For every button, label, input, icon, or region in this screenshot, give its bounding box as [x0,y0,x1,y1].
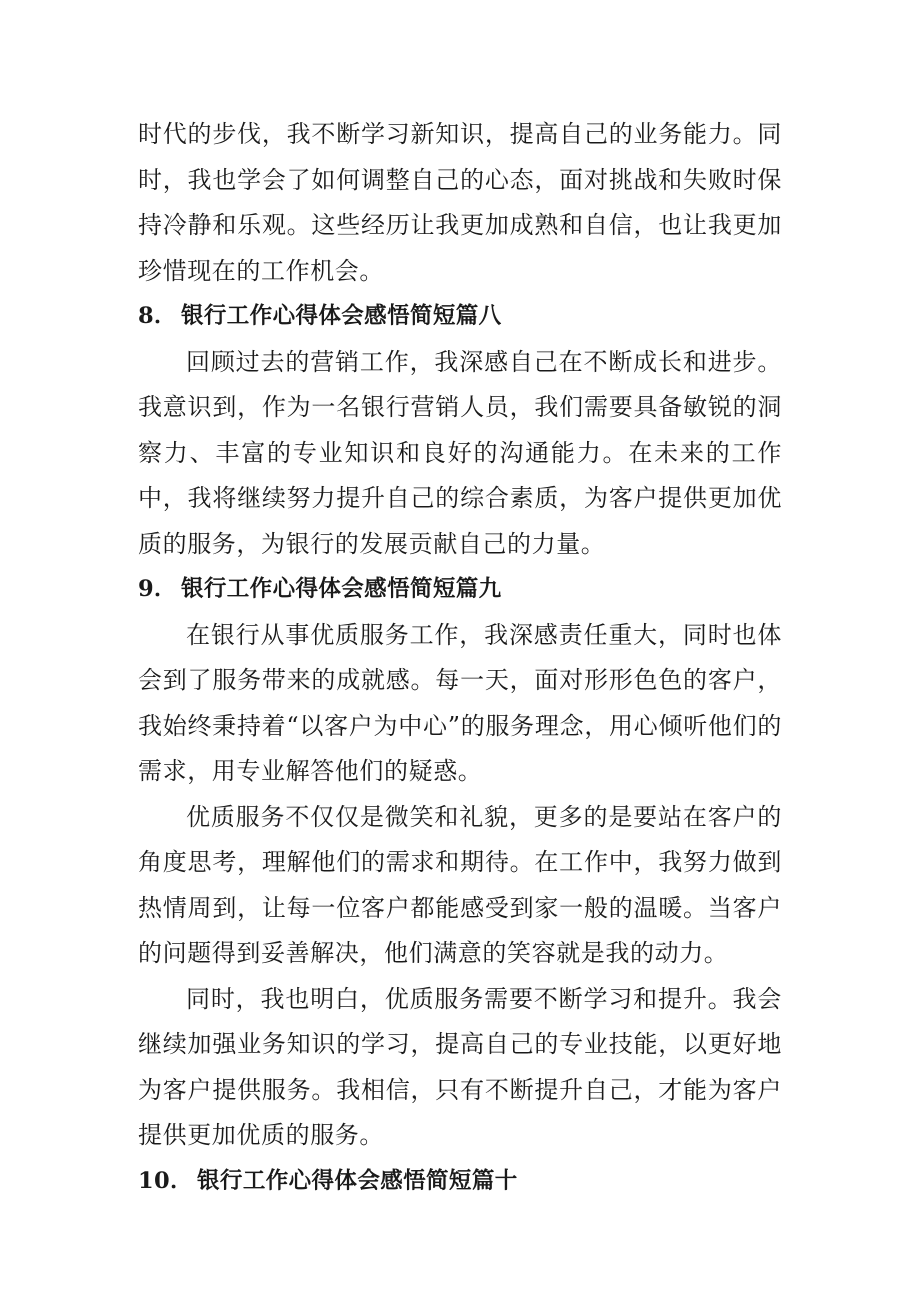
section-heading-9 [138,567,782,613]
section-heading-10 [138,1159,782,1205]
section-number: 9． [138,576,177,602]
paragraph-continuation: 时代的步伐，我不断学习新知识，提高自己的业务能力。同时，我也学会了如何调整自己的心态，面对挑战和失败时保持冷静和乐观。这些经历让我更加成熟和自信，也让我更加珍惜现在的工作机会。 [138,120,782,285]
paragraph-section-9-b: 优质服务不仅仅是微笑和礼貌，更多的是要站在客户的角度思考，理解他们的需求和期待。在工作中，我努力做到热情周到，让每一位客户都能感受到家一般的温暖。当客户的问题得到妥善解决，他们满意的笑容就是我的动力。 [138,802,782,967]
paragraph-section-8: 回顾过去的营销工作，我深感自己在不断成长和进步。我意识到，作为一名银行营销人员，我们需要具备敏锐的洞察力、丰富的专业知识和良好的沟通能力。在未来的工作中，我将继续努力提升自己的综合素质，为客户提供更加优质的服务，为银行的发展贡献自己的力量。 [138,347,782,558]
section-title: 银行工作心得体会感悟简短篇十 [197,1167,518,1194]
section-title: 银行工作心得体会感悟简短篇九 [180,576,502,602]
section-number: 8． [138,303,177,329]
section-title: 银行工作心得体会感悟简短篇八 [180,303,502,329]
section-heading-8 [138,294,782,340]
paragraph-section-9-a: 在银行从事优质服务工作，我深感责任重大，同时也体会到了服务带来的成就感。每一天，面对形形色色的客户，我始终秉持着“以客户为中心”的服务理念，用心倾听他们的需求，用专业解答他们的疑惑。 [138,620,782,785]
paragraph-section-9-c: 同时，我也明白，优质服务需要不断学习和提升。我会继续加强业务知识的学习，提高自己的专业技能，以更好地为客户提供服务。我相信，只有不断提升自己，才能为客户提供更加优质的服务。 [138,984,782,1149]
section-number: 10． [138,1167,194,1194]
